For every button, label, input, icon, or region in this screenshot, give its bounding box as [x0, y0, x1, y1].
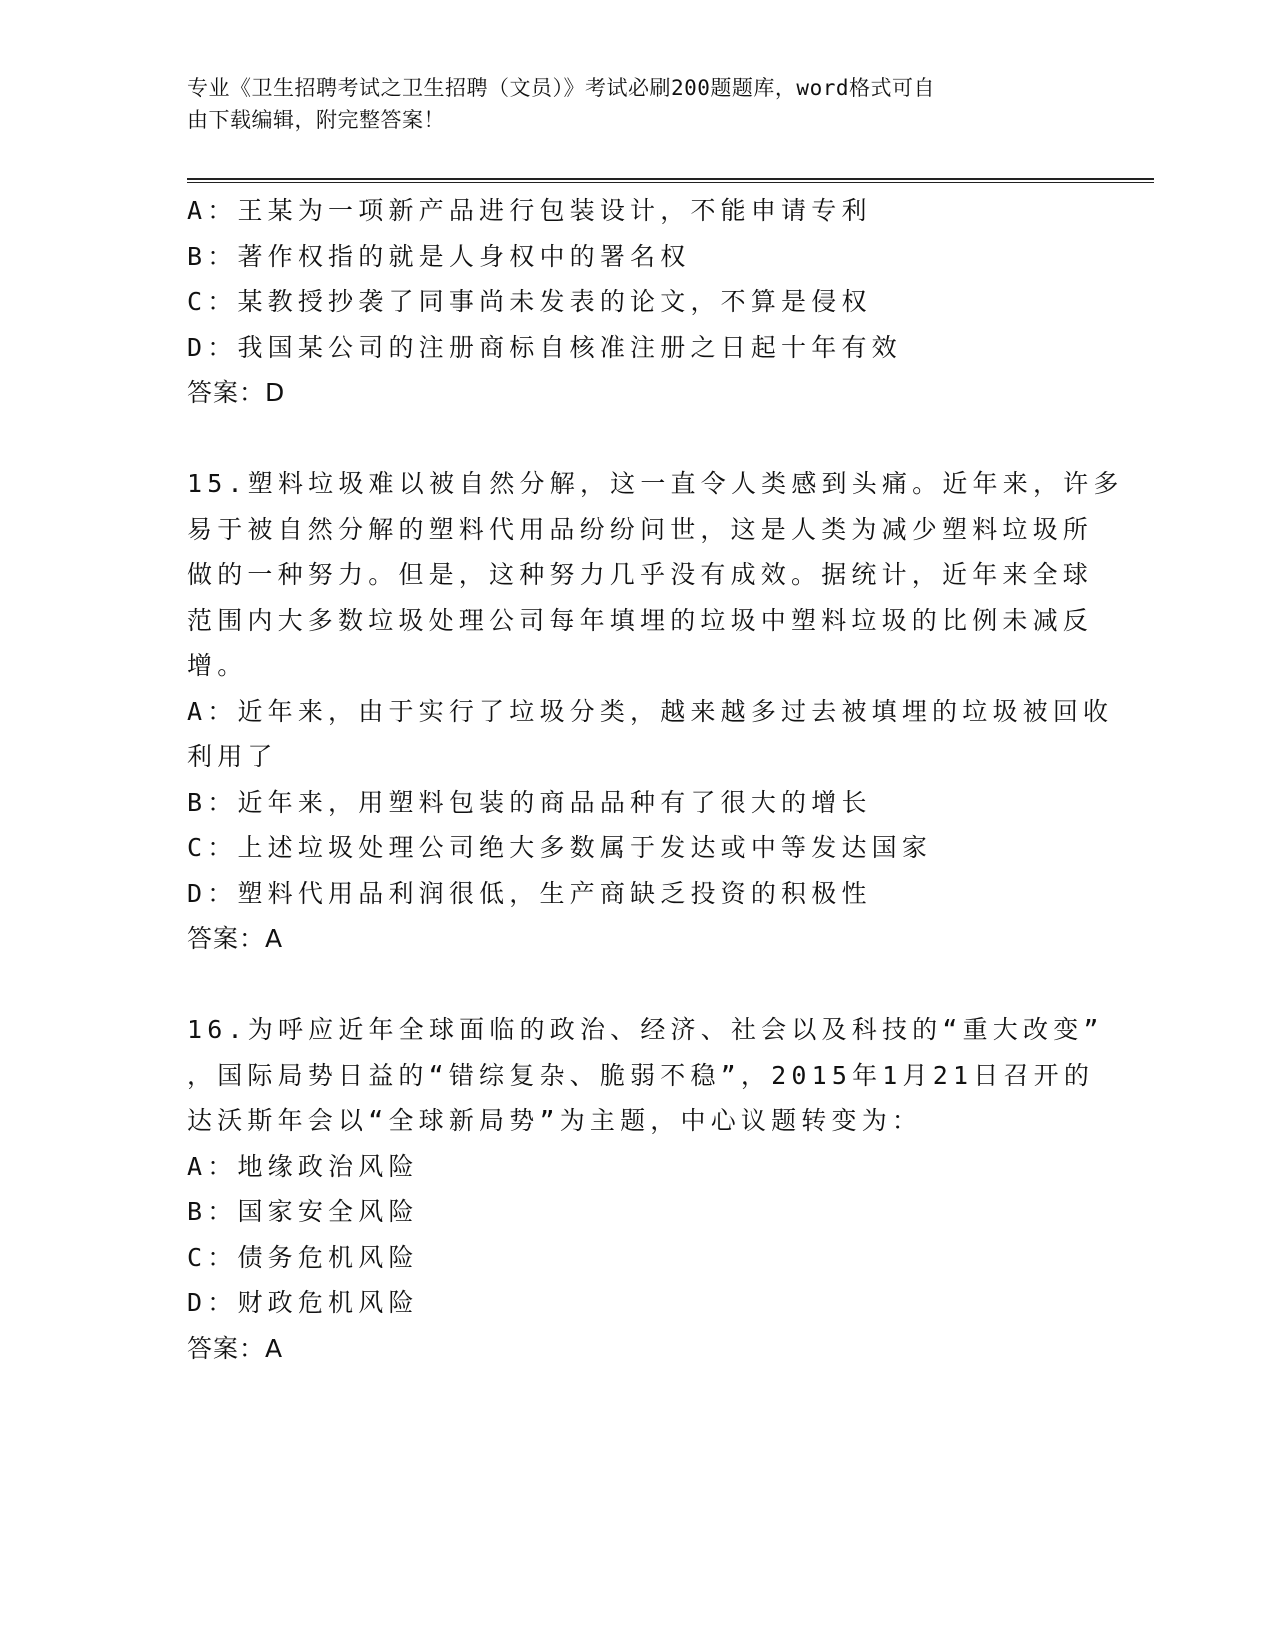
option-b: B：著作权指的就是人身权中的署名权 — [187, 241, 691, 271]
question-stem-line: 16.为呼应近年全球面临的政治、经济、社会以及科技的“重大改变” — [187, 1015, 1104, 1044]
option-a-continued: 利用了 — [187, 742, 278, 771]
header-line: 由下载编辑，附完整答案！ — [187, 108, 445, 132]
option-a: A：近年来，由于实行了垃圾分类，越来越多过去被填埋的垃圾被回收 — [187, 696, 1114, 726]
question-14-tail — [187, 188, 1087, 416]
document-body — [187, 188, 1124, 1371]
question-16 — [187, 1007, 1104, 1371]
option-c: C：上述垃圾处理公司绝大多数属于发达或中等发达国家 — [187, 833, 933, 862]
option-a: A：地缘政治风险 — [187, 1151, 419, 1181]
answer: 答案：A — [187, 1333, 284, 1363]
question-stem-line: 做的一种努力。但是，这种努力几乎没有成效。据统计，近年来全球 — [187, 560, 1094, 589]
option-c: C：某教授抄袭了同事尚未发表的论文，不算是侵权 — [187, 287, 872, 316]
header-line: 专业《卫生招聘考试之卫生招聘（文员）》考试必刷200题题库，word格式可自 — [187, 76, 935, 100]
option-d: D：财政危机风险 — [187, 1288, 419, 1317]
answer: 答案：D — [187, 378, 286, 407]
option-d: D：我国某公司的注册商标自核准注册之日起十年有效 — [187, 332, 902, 362]
question-stem-line: 15.塑料垃圾难以被自然分解，这一直令人类感到头痛。近年来，许多 — [187, 469, 1124, 498]
question-stem-line: 易于被自然分解的塑料代用品纷纷问世，这是人类为减少塑料垃圾所 — [187, 514, 1094, 544]
question-stem-line: ，国际局势日益的“错综复杂、脆弱不稳”，2015年1月21日召开的 — [187, 1060, 1095, 1090]
header-divider — [187, 178, 1154, 183]
spacer — [187, 962, 1087, 1008]
option-c: C：债务危机风险 — [187, 1242, 419, 1272]
option-a: A：王某为一项新产品进行包装设计，不能申请专利 — [187, 196, 872, 225]
document-header — [187, 72, 1067, 136]
option-b: B：国家安全风险 — [187, 1197, 419, 1226]
option-b: B：近年来，用塑料包装的商品品种有了很大的增长 — [187, 787, 872, 817]
spacer — [187, 416, 1087, 462]
answer: 答案：A — [187, 924, 284, 953]
question-15 — [187, 461, 1124, 962]
question-stem-line: 达沃斯年会以“全球新局势”为主题，中心议题转变为： — [187, 1106, 923, 1135]
question-stem-line: 增。 — [187, 651, 248, 680]
question-stem-line: 范围内大多数垃圾处理公司每年填埋的垃圾中塑料垃圾的比例未减反 — [187, 605, 1094, 635]
option-d: D：塑料代用品利润很低，生产商缺乏投资的积极性 — [187, 878, 872, 908]
